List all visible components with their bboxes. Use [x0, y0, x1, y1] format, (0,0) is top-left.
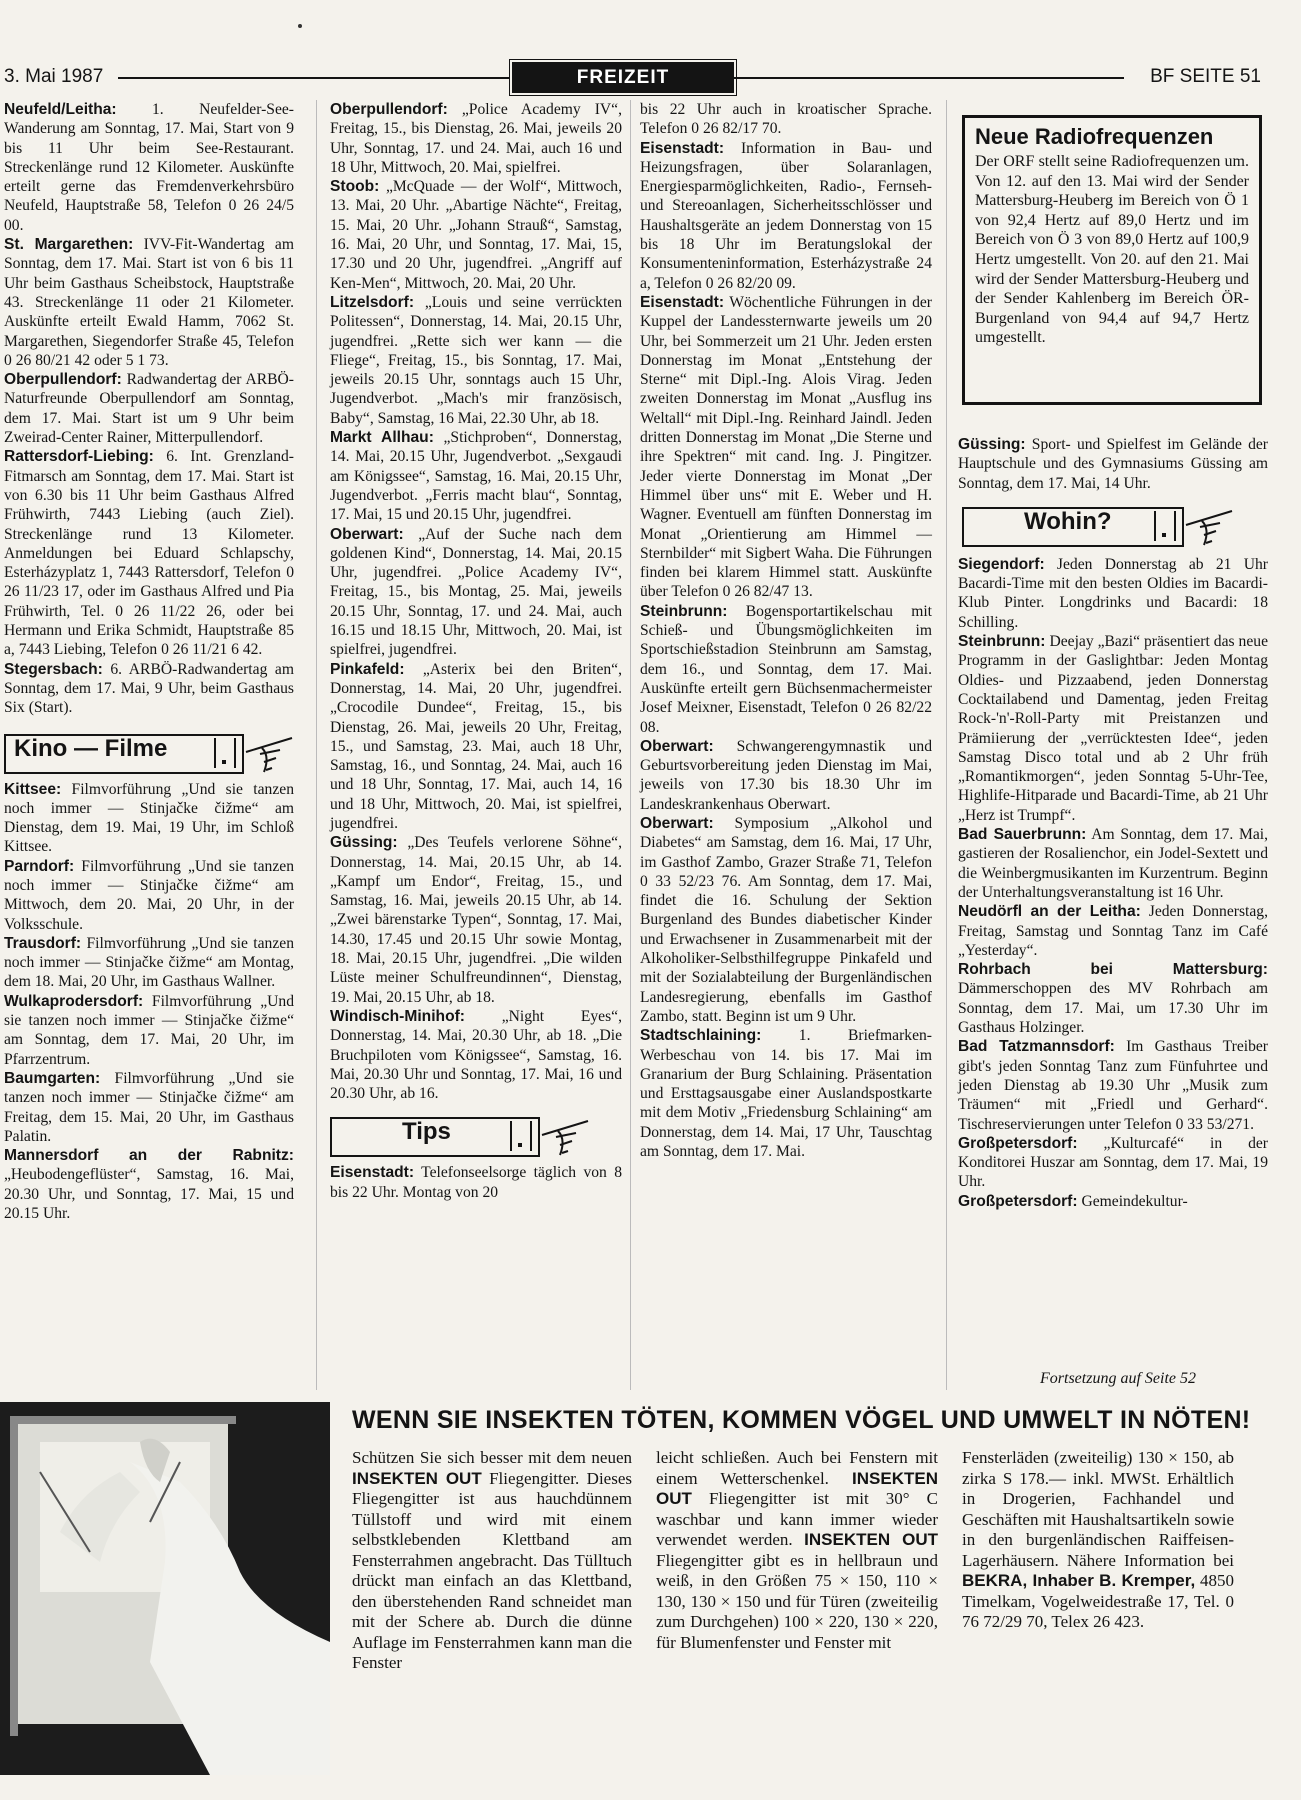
- radio-frequencies-box: [962, 115, 1262, 405]
- event-entry: Großpetersdorf: Gemeindekultur-: [958, 1192, 1188, 1210]
- page-number: BF SEITE 51: [1150, 66, 1261, 87]
- pointing-hand-icon: [538, 1115, 598, 1159]
- column-rule: [630, 100, 631, 1390]
- event-entry: Bad Sauerbrunn: Am Sonntag, dem 17. Mai, gastieren der Rosalienchor, ein Jodel-Sextett und die Weinbergmusikanten im Kurzentrum. Beginn der Unterhaltungsveranstaltung ist 16 Uhr.: [958, 826, 1268, 901]
- column-rule: [946, 100, 947, 1390]
- event-entry: Kittsee: Filmvorführung „Und sie tanzen noch immer — Stinjačke čižme“ am Dienstag, dem 19. Mai, 19 Uhr, im Schloß Kittsee.: [4, 780, 294, 856]
- event-entry: Markt Allhau: „Stichproben“, Donnerstag, 14. Mai, 20.15 Uhr, Jugendverbot. „Sexgaudi am Königssee“, Samstag, 16. Mai, 20.15 Uhr, Jugendverbot. „Ferris macht blau“, Sonntag, 17. Mai, 15 und 20.15 Uhr, jugendfrei.: [330, 429, 622, 524]
- kino-heading-spacer: [4, 718, 294, 780]
- event-entry: Oberpullendorf: Radwandertag der ARBÖ-Naturfreunde Oberpullendorf am Sonntag, dem 17. Mai. Start ist um 9 Uhr beim Zweirad-Center Rainer, Mitterpullendorf.: [4, 371, 294, 447]
- column-rule: [316, 100, 317, 1390]
- event-entry: Güssing: Sport- und Spielfest im Gelände der Hauptschule und des Gymnasiums Güssing am Sonntag, dem 17. Mai, 14 Uhr.: [958, 436, 1268, 492]
- event-entry: Rohrbach bei Mattersburg: Dämmerschoppen des MV Rohrbach am Sonntag, dem 17. Mai, um 17.30 Uhr im Gasthaus Holzinger.: [958, 961, 1268, 1037]
- event-entry: Großpetersdorf: „Kulturcafé“ in der Konditorei Huszar am Sonntag, dem 17. Mai, 19 Uhr.: [958, 1134, 1268, 1191]
- event-entry: Stegersbach: 6. ARBÖ-Radwandertag am Sonntag, dem 17. Mai, 9 Uhr, beim Gasthaus Six (Start).: [4, 660, 294, 717]
- event-entry: Litzelsdorf: „Louis und seine verrückten Politessen“, Donnerstag, 14. Mai, 20.15 Uhr, jugendfrei. „Rette sich wer kann — die Fliege“, Freitag, 15., bis Sonntag, 17. Mai, jeweils 20.15 Uhr, sonntags auch 15 Uhr, Jugendverbot. „Mach's mir französisch, Baby“, Samstag, 16 Mai, 22.30 Uhr, ab 18.: [330, 293, 622, 427]
- tips-heading-spacer: [330, 1103, 622, 1163]
- window-screen-photo: [0, 1402, 330, 1775]
- event-entry: Eisenstadt: Wöchentliche Führungen in der Kuppel der Landessternwarte jeweils um 20 Uhr, bei Sommerzeit um 21 Uhr. Jeden ersten Donnerstag im Monat „Entstehung der Sterne“ mit Dipl.-Ing. Alois Virag. Jeden zweiten Donnerstag im Monat „Ausflug ins Weltall“ mit Dipl.-Ing. Reinhard Jaindl. Jeden dritten Donnerstag im Monat „Die Sterne und ihre Spektren“ mit cand. Ing. J. Pingitzer. Jeder vierte Donnerstag im Monat „Der Himmel über uns“ mit E. Weber und H. Wagner. Eventuell am fünften Donnerstag im Monat „Orientierung am Himmel — Sternbilder“ mit Sigbert Waha. Die Führungen finden bei klarem Himmel statt. Auskünfte über Telefon 0 26 82/47 13.: [640, 293, 932, 601]
- event-entry: Mannersdorf an der Rabnitz: „Heubodengeflüster“, Samstag, 16. Mai, 20.30 Uhr, und Sonntag, 17. Mai, 15 und 20.15 Uhr.: [4, 1147, 294, 1223]
- event-entry: Eisenstadt: Information in Bau- und Heizungsfragen, über Solaranlagen, Energiesparmöglichkeiten, Radio-, Fernseh- und Stereoanlagen, Sicherheitsschlösser und Haushaltsgeräte an jedem Donnerstag von 15 bis 18 Uhr im Beratungslokal der Konsumenteninformation, Esterházystraße 24 a, Telefon 0 26 82/20 09.: [640, 139, 932, 292]
- header-rule-right: [734, 77, 1124, 79]
- wohin-heading: Wohin?: [962, 507, 1184, 547]
- column-3: [640, 100, 932, 1161]
- radio-box-title: Neue Radiofrequenzen: [975, 124, 1214, 149]
- kino-heading: Kino — Filme: [4, 734, 244, 774]
- event-entry: Oberpullendorf: „Police Academy IV“, Freitag, 15., bis Dienstag, 26. Mai, jeweils 20 Uhr, Sonntag, 17. und 24. Mai, auch 16 und 18 Uhr, Mittwoch, 20. Mai, spielfrei.: [330, 101, 622, 176]
- event-entry: Parndorf: Filmvorführung „Und sie tanzen noch immer — Stinjačke čižme“ am Mittwoch, dem 20. Mai, 20 Uhr, in der Volksschule.: [4, 857, 294, 933]
- event-entry: Trausdorf: Filmvorführung „Und sie tanzen noch immer — Stinjačke čižme“ am Montag, dem 18. Mai, 20 Uhr, im Gasthaus Wallner.: [4, 934, 294, 991]
- column-1: [4, 100, 294, 1223]
- radio-box-text: Der ORF stellt seine Radiofrequenzen um. Von 12. auf den 13. Mai wird der Sender Mattersburg-Heuberg im Bereich von Ö 1 von 92,4 Hertz auf 89,0 Hertz und im Bereich von Ö 3 von 89,0 Hertz auf 100,9 Hertz umgestellt. Von 20. auf den 21. Mai wird der Sender Mattersburg-Heuberg und der Sender Kahlenberg im Bereich ÖR-Burgenland von 94,4 auf 94,7 Hertz umgestellt.: [975, 153, 1249, 347]
- event-entry: Stadtschlaining: 1. Briefmarken-Werbeschau von 14. bis 17. Mai im Granarium der Burg Schlaining. Präsentation und Ersttagsausgabe einer Auslandspostkarte mit dem Motiv „Friedensburg Schlaining“ am Donnerstag, dem 14. Mai, 17 Uhr, Tauschtag am Sonntag, dem 17. Mai.: [640, 1027, 932, 1161]
- event-entry: Oberwart: Schwangerengymnastik und Geburtsvorbereitung jeden Dienstag im Mai, jeweils von 17.30 bis 18.30 Uhr im Landeskrankenhaus Oberwart.: [640, 737, 932, 813]
- column-2: [330, 100, 622, 1202]
- tips-heading: Tips: [330, 1117, 540, 1157]
- event-entry: Stoob: „McQuade — der Wolf“, Mittwoch, 13. Mai, 20 Uhr. „Abartige Nächte“, Freitag, 15. Mai, 20 Uhr. „Johann Strauß“, Samstag, 16. Mai, 20 Uhr, und Sonntag, 17. Mai, 15, 17.30 und 20 Uhr, jugendfrei. „Angriff auf Ken-Men“, Mittwoch, 20. Mai, 20 Uhr.: [330, 178, 622, 292]
- event-entry: Güssing: „Des Teufels verlorene Söhne“, Donnerstag, 14. Mai, 20.15 Uhr, ab 14. „Kampf um Endor“, Freitag, 15., und Samstag, 16. Mai, jeweils 20.15 Uhr, ab 14. „Zwei bärenstarke Typen“, Sonntag, 17. Mai, 14.30, 17.45 und 20.15 Uhr sowie Montag, 18. Mai, 20.15 Uhr, jugendfrei. „Die wilden Lüste meiner Schulfreundinnen“, Dienstag, 19. Mai, 20.15 Uhr, ab 18.: [330, 834, 622, 1006]
- event-entry: Windisch-Minihof: „Night Eyes“, Donnerstag, 14. Mai, 20.30 Uhr, ab 18. „Die Bruchpiloten vom Königssee“, Samstag, 16. Mai, 20.30 Uhr und Sonntag, 17. Mai, 16 und 20.30 Uhr, ab 16.: [330, 1007, 622, 1103]
- ad-photo: [0, 1402, 330, 1775]
- continued-note: Fortsetzung auf Seite 52: [1040, 1370, 1196, 1387]
- ad-column-3: Fensterläden (zweiteilig) 130 × 150, ab zirka S 178.— inkl. MWSt. Erhältlich in Drogerien, Fachhandel und Geschäften mit Haushaltsartikeln sowie in den burgenländischen Raiffeisen-Lagerhäusern. Nähere Information bei BEKRA, Inhaber B. Kremper, 4850 Timelkam, Vogelweidestraße 17, Tel. 0 76 72/29 70, Telex 26 423.: [962, 1448, 1234, 1631]
- event-entry: Neudörfl an der Leitha: Jeden Donnerstag, Freitag, Samstag und Sonntag Tanz im Café „Yesterday“.: [958, 903, 1268, 959]
- event-entry: Eisenstadt: Telefonseelsorge täglich von 8 bis 22 Uhr. Montag von 20: [330, 1164, 622, 1201]
- page-header: [0, 58, 1301, 98]
- event-entry: St. Margarethen: IVV-Fit-Wandertag am Sonntag, dem 17. Mai. Start ist von 6 bis 11 Uhr beim Gasthaus Scheibstock, Hauptstraße 43. Streckenlänge 11 oder 21 Kilometer. Auskünfte erteilt Ewald Hamm, 7062 St. Margarethen, Siegendorfer Straße 45, Telefon 0 26 80/21 42 oder 5 1 73.: [4, 236, 294, 369]
- header-rule-left: [118, 77, 510, 79]
- ad-column-2: leicht schließen. Auch bei Fenstern mit einem Wetterschenkel. INSEKTEN OUT Fliegengitter ist mit 30° C waschbar und kann immer wieder verwendet werden. INSEKTEN OUT Fliegengitter gibt es in hellbraun und weiß, in den Größen 75 × 150, 110 × 130, 130 × 150 und für Türen (zweiteilig zum Durchgehen) 100 × 220, 130 × 220, für Blumenfenster und Fenster mit: [656, 1448, 939, 1652]
- issue-date: 3. Mai 1987: [4, 66, 104, 87]
- event-entry: Steinbrunn: Deejay „Bazi“ präsentiert das neue Programm in der Gaslightbar: Jeden Montag Oldies- und Pizzaabend, jeden Donnerstag Cocktailabend und Damentag, jeden Freitag Rock-'n'-Roll-Party mit Preistanzen und Prämiierung der „verrücktesten Idee“, jeden Samstag Disco total und ab 2 Uhr früh „Romantikmorgen“, jeden Sonntag 5-Uhr-Tee, Highlife-Hitparade und Bacardi-Time, ab 21 Uhr „Herz ist Trumpf“.: [958, 633, 1268, 824]
- wohin-heading-spacer: [958, 493, 1268, 555]
- event-entry: Pinkafeld: „Asterix bei den Briten“, Donnerstag, 14. Mai, 20 Uhr, jugendfrei. „Crocodile Dundee“, Freitag, 15., bis Dienstag, 26. Mai, jeweils 20 Uhr, Freitag, 15., und Samstag, 23. Mai, auch 18 Uhr, Samstag, 16., und Sonntag, 24. Mai, auch 16 und 18 Uhr, Sonntag, 17. Mai, auch 14, 16 und 18 Uhr, Mittwoch, 20. Mai, ist spielfrei, jugendfrei.: [330, 660, 622, 832]
- event-entry: Siegendorf: Jeden Donnerstag ab 21 Uhr Bacardi-Time mit den besten Oldies im Bacardi-Klub Pinter. Longdrinks und Bacardi: 18 Schilling.: [958, 555, 1268, 631]
- event-entry: Bad Tatzmannsdorf: Im Gasthaus Treiber gibt's jeden Sonntag Tanz zum Fünfuhrtee und jeden Dienstag ab 19.30 Uhr „Musik zum Träumen“ mit „Friedl und Gerhard“. Tischreservierungen unter Telefon 0 33 53/271.: [958, 1038, 1268, 1133]
- event-entry: bis 22 Uhr auch in kroatischer Sprache. Telefon 0 26 82/17 70.: [640, 101, 932, 138]
- pointing-hand-icon: [1182, 505, 1242, 549]
- event-entry: Wulkaprodersdorf: Filmvorführung „Und sie tanzen noch immer — Stinjačke čižme“ am Sonntag, dem 17. Mai, 20 Uhr, im Pfarrzentrum.: [4, 992, 294, 1068]
- section-label: FREIZEIT: [512, 62, 734, 93]
- print-speck: [298, 24, 302, 28]
- pointing-hand-icon: [242, 732, 302, 776]
- advertisement: [0, 1400, 1301, 1800]
- event-entry: Oberwart: Symposium „Alkohol und Diabetes“ am Samstag, dem 16. Mai, 17 Uhr, im Gasthof Zambo, Grazer Straße 71, Telefon 0 33 52/23 76. Am Sonntag, dem 17. Mai, findet die 16. Schulung der Sektion Burgenland des Bundes diabetischer Kinder und Erwachsener in Zusammenarbeit mit der Alkoholiker-Selbsthilfegruppe Pinkafeld und mit der Sozialabteilung der Burgenländischen Landesregierung, ebenfalls im Gasthof Zambo, statt. Beginn ist um 9 Uhr.: [640, 814, 932, 1025]
- event-entry: Baumgarten: Filmvorführung „Und sie tanzen noch immer — Stinjačke čižme“ am Freitag, dem 15. Mai, 20 Uhr, im Gasthaus Palatin.: [4, 1069, 294, 1145]
- column-4: [958, 435, 1268, 1211]
- event-entry: Neufeld/Leitha: 1. Neufelder-See-Wanderung am Sonntag, 17. Mai, Start von 9 bis 11 Uhr beim See-Restaurant. Streckenlänge rund 12 Kilometer. Auskünfte erteilt gerne das Fremdenverkehrsbüro Neufeld, Hauptstraße 58, Telefon 0 26 24/5 00.: [4, 101, 294, 234]
- event-entry: Oberwart: „Auf der Suche nach dem goldenen Kind“, Donnerstag, 14. Mai, 20.15 Uhr, jugendfrei. „Police Academy IV“, Freitag, 15., bis Montag, 25. Mai, jeweils 20.15 Uhr, Sonntag, 17. und 24. Mai, auch 16.15 und 18.15 Uhr, Mittwoch, 20. Mai, ist spielfrei, jugendfrei.: [330, 525, 622, 659]
- event-entry: Rattersdorf-Liebing: 6. Int. Grenzland-Fitmarsch am Sonntag, dem 17. Mai. Start ist von 6.30 bis 11 Uhr beim Gasthaus Alfred Frühwirth, 7443 Liebing (auch Ziel). Streckenlänge rund 13 Kilometer. Anmeldungen bei Eduard Schlapschy, Esterházyplatz 1, 7443 Rattersdorf, Telefon 0 26 11/23 17, oder im Gasthaus Alfred und Pia Frühwirth, Tel. 0 26 11/22 26, oder bei Hermann und Erika Schmidt, Hauptstraße 85 a, 7443 Liebing, Telefon 0 26 11/21 6 42.: [4, 448, 294, 659]
- ad-column-1: Schützen Sie sich besser mit dem neuen INSEKTEN OUT Fliegengitter. Dieses Fliegengitter ist aus hauchdünnem Tüllstoff und wird mit einem selbstklebenden Klettband am Fensterrahmen angebracht. Das Tülltuch drückt man einfach an das Klettband, den überstehenden Rand schneidet man mit der Schere ab. Durch die dünne Auflage im Fensterrahmen kann man die Fenster: [352, 1448, 632, 1672]
- ad-headline: WENN SIE INSEKTEN TÖTEN, KOMMEN VÖGEL UND UMWELT IN NÖTEN!: [352, 1406, 1251, 1434]
- event-entry: Steinbrunn: Bogensportartikelschau mit Schieß- und Übungsmöglichkeiten im Sportschießstadion Steinbrunn am Samstag, dem 16., und Sonntag, dem 17. Mai. Auskünfte erteilt gern Büchsenmachermeister Josef Meixner, Eisenstadt, Telefon 0 26 82/22 08.: [640, 602, 932, 736]
